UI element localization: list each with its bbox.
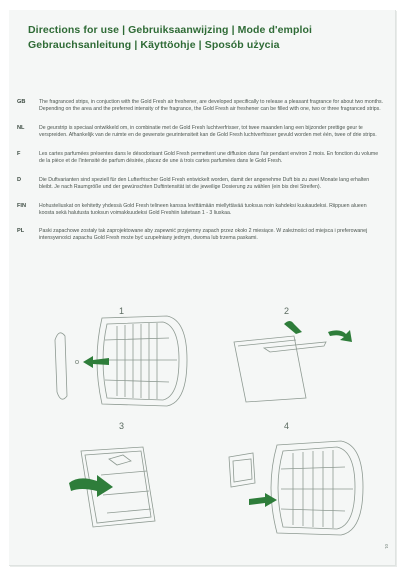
- step-number-4: 4: [284, 421, 290, 431]
- step-number-3: 3: [119, 421, 125, 431]
- paragraph-text: Paski zapachowe zostały tak zaprojektowane aby zapewnić przyjemny zapach przez około 2 miesiące. W zależności od miejsca i preferowanej intensywności zapachu Gold Fresh może być uzupełniany jednym, dwoma lub trzema paskami.: [39, 228, 368, 241]
- title-line-2: Gebrauchsanleitung | Käyttöohje | Sposób użycia: [28, 39, 280, 51]
- arrow-out-icon: [83, 356, 109, 368]
- arrow-right-icon: [328, 330, 352, 342]
- arrow-in-icon: [249, 493, 277, 507]
- title-line-1: Directions for use | Gebruiksaanwijzing | Mode d'emploi: [28, 24, 313, 36]
- language-code: F: [17, 151, 21, 157]
- figure-step-1: [47, 310, 197, 412]
- peel-arrow-icon: [284, 321, 302, 334]
- step-number-1: 1: [119, 306, 125, 316]
- step-number-2: 2: [284, 306, 290, 316]
- figure-step-3: [51, 435, 191, 535]
- arrow-in-icon: [69, 475, 113, 497]
- paragraph-text: Die Duftvarianten sind speziell für den Lufterfrischer Gold Fresh entwickelt worden, damit der angenehme Duft bis zu zwei Monate lang erhalten bleibt. Je nach Raumgröße und der gewünschten Duftintensität ist die jeweilige Dosierung zu wählen (ein bis drei Streifen).: [39, 177, 370, 190]
- paragraph-text: Hohusteliuskat on kehitetty yhdessä Gold Fresh telineen kanssa levittämään miellyttävää tuoksua noin kahdeksi kuukaudeksi. Riippuen alueen koosta sekä halutusta tuoksun voimakkuudeksi Gold Freshiin laitetaan 1 - 3 liuskaa.: [39, 203, 367, 216]
- paragraph-text: De geurstrip is speciaal ontwikkeld om, in combinatie met de Gold Fresh luchtverfrisser, tot twee maanden lang een bijzonder prettige geur te verspreiden. Afhankelijk van de ruimte en de gewenste geurintensiteit kan de Gold Fresh luchtverfrisser gevuld worden met één, twee of drie strips.: [39, 125, 377, 138]
- language-code: FIN: [17, 203, 27, 209]
- instruction-sheet: [9, 10, 396, 566]
- figure-step-2: [224, 312, 364, 404]
- language-code: D: [17, 177, 22, 183]
- language-code: GB: [17, 99, 26, 105]
- language-code: PL: [17, 228, 25, 234]
- paragraph-text: The fragranced strips, in conjuction with the Gold Fresh air freshener, are developed specifically to release a pleasant fragrance for about two months. Depending on the area and the preferred intensity of the fragrance, the Gold Fresh air freshener can be filled with one, two or three fragranced strips.: [39, 99, 384, 112]
- paragraph-text: Les cartes parfumées présentes dans le désodorisant Gold Fresh permettent une diffusion dans l'air pendant environ 2 mois. En fonction du volume de la pièce et de l'intensité de parfum désirée, placez de une à trois cartes parfumées dans le Gold Fresh.: [39, 151, 379, 164]
- language-code: NL: [17, 125, 25, 131]
- page-code: 01: [384, 543, 389, 549]
- figure-step-4: [219, 435, 369, 540]
